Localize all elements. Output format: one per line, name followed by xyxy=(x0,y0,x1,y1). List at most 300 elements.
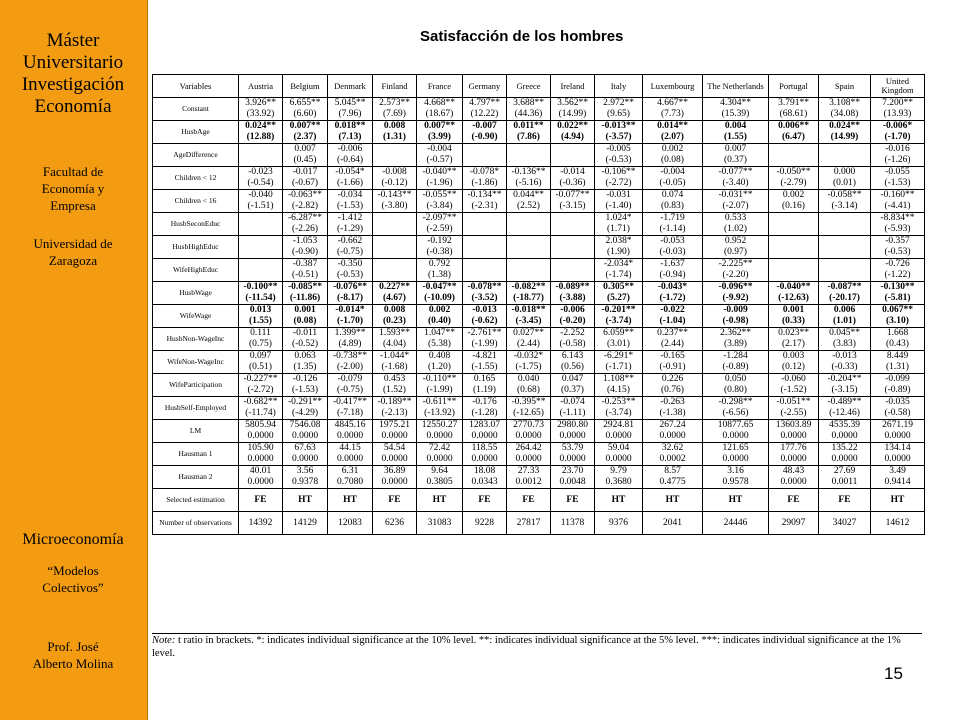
table-row xyxy=(153,144,925,156)
coefficient-cell: -2.097** xyxy=(417,213,463,225)
coefficient-cell: 135.22 xyxy=(819,443,871,455)
table-row xyxy=(153,155,925,167)
t-ratio-cell: (-1.66) xyxy=(328,178,373,190)
coefficient-cell: 32.62 xyxy=(643,443,703,455)
coefficient-cell: 0.227** xyxy=(373,282,417,294)
coefficient-cell: -1.053 xyxy=(283,236,328,248)
t-ratio-cell: (18.67) xyxy=(417,109,463,121)
row-label: Number of observations xyxy=(153,512,239,535)
column-header-country: Germany xyxy=(463,75,507,98)
coefficient-cell: -6.291* xyxy=(595,351,643,363)
t-ratio-cell: (-1.29) xyxy=(328,224,373,236)
t-ratio-cell: (-1.53) xyxy=(871,178,925,190)
column-header-country: France xyxy=(417,75,463,98)
t-ratio-cell: (-0.89) xyxy=(871,385,925,397)
coefficient-cell: 3.16 xyxy=(703,466,769,478)
column-header-country: Greece xyxy=(507,75,551,98)
t-ratio-cell: (-3.74) xyxy=(595,316,643,328)
coefficient-cell: 121.65 xyxy=(703,443,769,455)
t-ratio-cell: (-8.17) xyxy=(328,293,373,305)
course-subtitle-line: Colectivos” xyxy=(42,580,104,595)
coefficient-cell: 0.008 xyxy=(373,121,417,133)
coefficient-cell: 3.49 xyxy=(871,466,925,478)
t-ratio-cell: (-2.07) xyxy=(703,201,769,213)
coefficient-cell: 0.007** xyxy=(417,121,463,133)
coefficient-cell xyxy=(463,144,507,156)
t-ratio-cell: (-2.79) xyxy=(769,178,819,190)
column-header-country: Italy xyxy=(595,75,643,98)
coefficient-cell: 10877.65 xyxy=(703,420,769,432)
coefficient-cell: 2.038* xyxy=(595,236,643,248)
t-ratio-cell: (2.44) xyxy=(507,339,551,351)
coefficient-cell: 4.797** xyxy=(463,98,507,110)
coefficient-cell: 0.007 xyxy=(703,144,769,156)
t-ratio-cell: (-4.29) xyxy=(283,408,328,420)
t-ratio-cell: (-1.14) xyxy=(643,224,703,236)
t-ratio-cell: (-1.70) xyxy=(328,316,373,328)
column-header-country: Finland xyxy=(373,75,417,98)
table-row xyxy=(153,443,925,455)
coefficient-cell: 0.001 xyxy=(769,305,819,317)
t-ratio-cell: (-0.53) xyxy=(328,270,373,282)
table-row xyxy=(153,374,925,386)
t-ratio-cell: (-0.75) xyxy=(328,385,373,397)
coefficient-cell: -0.085** xyxy=(283,282,328,294)
coefficient-cell: -0.082** xyxy=(507,282,551,294)
column-header-country: Portugal xyxy=(769,75,819,98)
coefficient-cell: 0.045** xyxy=(819,328,871,340)
observations-cell: 9376 xyxy=(595,512,643,535)
t-ratio-cell: (-3.74) xyxy=(595,408,643,420)
coefficient-cell: 0.408 xyxy=(417,351,463,363)
selected-estimation-cell: FE xyxy=(507,489,551,512)
coefficient-cell: 0.001 xyxy=(283,305,328,317)
t-ratio-cell: 0.0000 xyxy=(595,431,643,443)
course-subtitle-line: “Modelos xyxy=(47,563,99,578)
t-ratio-cell: (-10.09) xyxy=(417,293,463,305)
t-ratio-cell: (-1.70) xyxy=(871,132,925,144)
row-label: Hausman 2 xyxy=(153,466,239,489)
t-ratio-cell: (-20.17) xyxy=(819,293,871,305)
t-ratio-cell xyxy=(373,224,417,236)
coefficient-cell: -0.051** xyxy=(769,397,819,409)
t-ratio-cell: (7.13) xyxy=(328,132,373,144)
row-label: Children < 12 xyxy=(153,167,239,190)
t-ratio-cell: (-2.72) xyxy=(239,385,283,397)
coefficient-cell: 6.059** xyxy=(595,328,643,340)
selected-estimation-cell: HT xyxy=(703,489,769,512)
table-row xyxy=(153,282,925,294)
t-ratio-cell: 0.0000 xyxy=(819,454,871,466)
t-ratio-cell: (0.16) xyxy=(769,201,819,213)
observations-cell: 24446 xyxy=(703,512,769,535)
t-ratio-cell: (44.36) xyxy=(507,109,551,121)
coefficient-cell: -0.165 xyxy=(643,351,703,363)
t-ratio-cell: (-1.11) xyxy=(551,408,595,420)
t-ratio-cell: 0.9414 xyxy=(871,477,925,489)
coefficient-cell xyxy=(769,236,819,248)
row-label: Children < 16 xyxy=(153,190,239,213)
column-header-country: Luxembourg xyxy=(643,75,703,98)
t-ratio-cell: (14.99) xyxy=(819,132,871,144)
coefficient-cell: -0.189** xyxy=(373,397,417,409)
table-row xyxy=(153,362,925,374)
coefficient-cell xyxy=(239,213,283,225)
t-ratio-cell: (-3.40) xyxy=(703,178,769,190)
coefficient-cell: 3.688** xyxy=(507,98,551,110)
coefficient-cell: -0.662 xyxy=(328,236,373,248)
coefficient-cell: 0.792 xyxy=(417,259,463,271)
t-ratio-cell: 0.0000 xyxy=(769,454,819,466)
t-ratio-cell: (-12.65) xyxy=(507,408,551,420)
t-ratio-cell xyxy=(819,224,871,236)
observations-cell: 6236 xyxy=(373,512,417,535)
coefficient-cell: -0.263 xyxy=(643,397,703,409)
coefficient-cell: -0.395** xyxy=(507,397,551,409)
t-ratio-cell xyxy=(551,224,595,236)
coefficient-cell: -0.298** xyxy=(703,397,769,409)
coefficient-cell: 1.399** xyxy=(328,328,373,340)
t-ratio-cell: (-0.03) xyxy=(643,247,703,259)
coefficient-cell xyxy=(373,213,417,225)
coefficient-cell: 4.668** xyxy=(417,98,463,110)
faculty-name-line: Facultad de xyxy=(42,164,104,179)
t-ratio-cell: (0.12) xyxy=(769,362,819,374)
coefficient-cell: 0.002 xyxy=(769,190,819,202)
t-ratio-cell: (-1.55) xyxy=(463,362,507,374)
coefficient-cell: 3.108** xyxy=(819,98,871,110)
coefficient-cell: 0.014** xyxy=(643,121,703,133)
program-title-line: Máster xyxy=(46,30,100,51)
coefficient-cell xyxy=(769,259,819,271)
course-subtitle xyxy=(0,562,146,596)
t-ratio-cell xyxy=(463,224,507,236)
coefficient-cell: -0.006 xyxy=(328,144,373,156)
t-ratio-cell: (12.22) xyxy=(463,109,507,121)
coefficient-cell: -0.004 xyxy=(417,144,463,156)
coefficient-cell: -0.611** xyxy=(417,397,463,409)
t-ratio-cell: (13.93) xyxy=(871,109,925,121)
coefficient-cell: -0.035 xyxy=(871,397,925,409)
coefficient-cell: -0.058** xyxy=(819,190,871,202)
coefficient-cell: 1.108** xyxy=(595,374,643,386)
t-ratio-cell: (-0.58) xyxy=(551,339,595,351)
t-ratio-cell: (-1.96) xyxy=(417,178,463,190)
coefficient-cell: 48.43 xyxy=(769,466,819,478)
row-label: LM xyxy=(153,420,239,443)
coefficient-cell: 0.024** xyxy=(819,121,871,133)
t-ratio-cell: (-0.53) xyxy=(595,155,643,167)
t-ratio-cell: (-3.88) xyxy=(551,293,595,305)
coefficient-cell: -0.160** xyxy=(871,190,925,202)
t-ratio-cell: (1.52) xyxy=(373,385,417,397)
t-ratio-cell: (-1.72) xyxy=(643,293,703,305)
selected-estimation-cell: HT xyxy=(328,489,373,512)
t-ratio-cell: (-3.80) xyxy=(373,201,417,213)
coefficient-cell: 6.31 xyxy=(328,466,373,478)
coefficient-cell: 0.067** xyxy=(871,305,925,317)
coefficient-cell: 0.011** xyxy=(507,121,551,133)
t-ratio-cell: 0.0000 xyxy=(239,454,283,466)
observations-cell: 9228 xyxy=(463,512,507,535)
coefficient-cell: -6.287** xyxy=(283,213,328,225)
t-ratio-cell: (7.69) xyxy=(373,109,417,121)
table-row xyxy=(153,454,925,466)
row-label: WifeNon-WageInc xyxy=(153,351,239,374)
observations-cell: 14129 xyxy=(283,512,328,535)
coefficient-cell: 0.952 xyxy=(703,236,769,248)
t-ratio-cell: (-2.26) xyxy=(283,224,328,236)
t-ratio-cell: (-13.92) xyxy=(417,408,463,420)
coefficient-cell: -0.040** xyxy=(769,282,819,294)
coefficient-cell: -0.009 xyxy=(703,305,769,317)
faculty-name-line: Economía y xyxy=(41,181,105,196)
coefficient-cell: 134.14 xyxy=(871,443,925,455)
table-row xyxy=(153,477,925,489)
coefficient-cell: -0.060 xyxy=(769,374,819,386)
t-ratio-cell: 0.0000 xyxy=(373,454,417,466)
t-ratio-cell: (3.89) xyxy=(703,339,769,351)
t-ratio-cell: 0.0000 xyxy=(819,431,871,443)
coefficient-cell: -0.078* xyxy=(463,167,507,179)
faculty-name xyxy=(0,163,146,214)
row-label: WifeHighEduc xyxy=(153,259,239,282)
coefficient-cell: -0.055 xyxy=(871,167,925,179)
coefficient-cell: -0.682** xyxy=(239,397,283,409)
coefficient-cell: 3.56 xyxy=(283,466,328,478)
t-ratio-cell: (0.43) xyxy=(871,339,925,351)
coefficient-cell: -0.055** xyxy=(417,190,463,202)
coefficient-cell: -0.079 xyxy=(328,374,373,386)
t-ratio-cell: 0.0000 xyxy=(373,431,417,443)
t-ratio-cell: (-0.64) xyxy=(328,155,373,167)
coefficient-cell: -0.201** xyxy=(595,305,643,317)
coefficient-cell xyxy=(463,259,507,271)
table-row xyxy=(153,178,925,190)
coefficient-cell xyxy=(551,213,595,225)
coefficient-cell: -0.016 xyxy=(871,144,925,156)
coefficient-cell: 0.007** xyxy=(283,121,328,133)
t-ratio-cell: (-2.72) xyxy=(595,178,643,190)
table-row xyxy=(153,109,925,121)
t-ratio-cell: (-1.51) xyxy=(239,201,283,213)
t-ratio-cell: 0.0000 xyxy=(463,431,507,443)
coefficient-cell: 36.89 xyxy=(373,466,417,478)
t-ratio-cell: (-1.53) xyxy=(283,385,328,397)
row-label: HusbWage xyxy=(153,282,239,305)
coefficient-cell: -0.006 xyxy=(551,305,595,317)
program-title-line: Economía xyxy=(34,96,112,117)
coefficient-cell: -0.017 xyxy=(283,167,328,179)
coefficient-cell: 0.237** xyxy=(643,328,703,340)
t-ratio-cell: 0.0000 xyxy=(595,454,643,466)
coefficient-cell: -0.192 xyxy=(417,236,463,248)
coefficient-cell: 0.533 xyxy=(703,213,769,225)
coefficient-cell: 1975.21 xyxy=(373,420,417,432)
coefficient-cell: -1.637 xyxy=(643,259,703,271)
t-ratio-cell: (6.47) xyxy=(769,132,819,144)
table-row xyxy=(153,328,925,340)
coefficient-cell: -0.076** xyxy=(328,282,373,294)
t-ratio-cell: (-0.36) xyxy=(551,178,595,190)
coefficient-cell: -0.176 xyxy=(463,397,507,409)
coefficient-cell: 3.562** xyxy=(551,98,595,110)
row-label: Hausman 1 xyxy=(153,443,239,466)
coefficient-cell: -0.023 xyxy=(239,167,283,179)
observations-cell: 31083 xyxy=(417,512,463,535)
t-ratio-cell: 0.0000 xyxy=(507,454,551,466)
t-ratio-cell: (0.75) xyxy=(239,339,283,351)
t-ratio-cell: (-11.86) xyxy=(283,293,328,305)
t-ratio-cell: 0.0000 xyxy=(417,454,463,466)
coefficient-cell: 2.362** xyxy=(703,328,769,340)
coefficient-cell: 13603.89 xyxy=(769,420,819,432)
observations-cell: 29097 xyxy=(769,512,819,535)
t-ratio-cell xyxy=(819,270,871,282)
coefficient-cell: 0.007 xyxy=(283,144,328,156)
t-ratio-cell: (-3.52) xyxy=(463,293,507,305)
coefficient-cell: -0.077** xyxy=(703,167,769,179)
t-ratio-cell: (1.55) xyxy=(703,132,769,144)
t-ratio-cell: (-1.40) xyxy=(595,201,643,213)
t-ratio-cell: (-3.84) xyxy=(417,201,463,213)
coefficient-cell xyxy=(819,236,871,248)
observations-cell: 14392 xyxy=(239,512,283,535)
t-ratio-cell: (0.68) xyxy=(507,385,551,397)
row-label: HusbHighEduc xyxy=(153,236,239,259)
t-ratio-cell xyxy=(819,155,871,167)
selected-estimation-cell: FE xyxy=(239,489,283,512)
coefficient-cell: -0.134** xyxy=(463,190,507,202)
t-ratio-cell: (0.01) xyxy=(819,178,871,190)
t-ratio-cell xyxy=(507,155,551,167)
coefficient-cell: 0.044** xyxy=(507,190,551,202)
table-row xyxy=(153,190,925,202)
coefficient-cell: 264.42 xyxy=(507,443,551,455)
t-ratio-cell: (1.01) xyxy=(819,316,871,328)
t-ratio-cell xyxy=(239,224,283,236)
program-title xyxy=(0,30,146,118)
coefficient-cell: -2.761** xyxy=(463,328,507,340)
row-label: HusbSelf-Employed xyxy=(153,397,239,420)
t-ratio-cell: (2.52) xyxy=(507,201,551,213)
t-ratio-cell: (-2.20) xyxy=(703,270,769,282)
coefficient-cell: -2.034* xyxy=(595,259,643,271)
table-row xyxy=(153,167,925,179)
coefficient-cell: -0.053 xyxy=(643,236,703,248)
observations-cell: 11378 xyxy=(551,512,595,535)
t-ratio-cell: (1.35) xyxy=(283,362,328,374)
row-label: HusbSeconEduc xyxy=(153,213,239,236)
coefficient-cell: 8.57 xyxy=(643,466,703,478)
t-ratio-cell: (9.65) xyxy=(595,109,643,121)
table-header-row xyxy=(153,75,925,98)
coefficient-cell: -0.074 xyxy=(551,397,595,409)
table-note xyxy=(152,633,922,660)
coefficient-cell: -0.005 xyxy=(595,144,643,156)
t-ratio-cell: (0.37) xyxy=(551,385,595,397)
coefficient-cell: 1283.07 xyxy=(463,420,507,432)
t-ratio-cell: (-11.74) xyxy=(239,408,283,420)
observations-cell: 34027 xyxy=(819,512,871,535)
t-ratio-cell xyxy=(463,155,507,167)
t-ratio-cell: (3.01) xyxy=(595,339,643,351)
t-ratio-cell: (-12.46) xyxy=(819,408,871,420)
t-ratio-cell: (-0.12) xyxy=(373,178,417,190)
table-row xyxy=(153,236,925,248)
row-label: HusbAge xyxy=(153,121,239,144)
t-ratio-cell: (0.40) xyxy=(417,316,463,328)
coefficient-cell xyxy=(373,144,417,156)
coefficient-cell: -0.136** xyxy=(507,167,551,179)
coefficient-cell: 6.143 xyxy=(551,351,595,363)
t-ratio-cell: (-0.33) xyxy=(819,362,871,374)
coefficient-cell: -0.031** xyxy=(703,190,769,202)
coefficient-cell: -0.291** xyxy=(283,397,328,409)
t-ratio-cell xyxy=(373,155,417,167)
coefficient-cell: -0.126 xyxy=(283,374,328,386)
t-ratio-cell: 0.9378 xyxy=(283,477,328,489)
coefficient-cell: 9.64 xyxy=(417,466,463,478)
coefficient-cell: -0.143** xyxy=(373,190,417,202)
t-ratio-cell: (-1.26) xyxy=(871,155,925,167)
coefficient-cell: 0.165 xyxy=(463,374,507,386)
t-ratio-cell xyxy=(507,270,551,282)
table-row xyxy=(153,351,925,363)
t-ratio-cell: (2.44) xyxy=(643,339,703,351)
t-ratio-cell: 0.0000 xyxy=(239,477,283,489)
t-ratio-cell: (-5.93) xyxy=(871,224,925,236)
t-ratio-cell: (-3.57) xyxy=(595,132,643,144)
column-header-country: The Netherlands xyxy=(703,75,769,98)
t-ratio-cell: (-2.82) xyxy=(283,201,328,213)
t-ratio-cell: (0.37) xyxy=(703,155,769,167)
slide-title: Satisfacción de los hombres xyxy=(420,28,624,45)
t-ratio-cell: 0.0000 xyxy=(703,454,769,466)
t-ratio-cell: (-1.99) xyxy=(463,339,507,351)
t-ratio-cell: (-3.45) xyxy=(507,316,551,328)
coefficient-cell: -0.040** xyxy=(417,167,463,179)
t-ratio-cell: (3.99) xyxy=(417,132,463,144)
t-ratio-cell: (-1.99) xyxy=(417,385,463,397)
t-ratio-cell xyxy=(463,247,507,259)
t-ratio-cell xyxy=(373,247,417,259)
t-ratio-cell: (-2.31) xyxy=(463,201,507,213)
table-row xyxy=(153,305,925,317)
coefficient-cell: -0.130** xyxy=(871,282,925,294)
coefficient-cell: 4845.16 xyxy=(328,420,373,432)
column-header-variables: Variables xyxy=(153,75,239,98)
coefficient-cell: 44.15 xyxy=(328,443,373,455)
coefficient-cell: 0.023** xyxy=(769,328,819,340)
t-ratio-cell: 0.0000 xyxy=(283,431,328,443)
t-ratio-cell: (4.67) xyxy=(373,293,417,305)
observations-cell: 2041 xyxy=(643,512,703,535)
t-ratio-cell: (-1.71) xyxy=(595,362,643,374)
coefficient-cell xyxy=(819,144,871,156)
selected-estimation-cell: FE xyxy=(769,489,819,512)
t-ratio-cell: (-2.59) xyxy=(417,224,463,236)
row-label: Selected estimation xyxy=(153,489,239,512)
t-ratio-cell: (1.31) xyxy=(871,362,925,374)
t-ratio-cell: (-5.81) xyxy=(871,293,925,305)
t-ratio-cell: (-0.57) xyxy=(417,155,463,167)
t-ratio-cell xyxy=(769,155,819,167)
coefficient-cell xyxy=(819,213,871,225)
university-name xyxy=(0,235,146,269)
note-prefix: Note: xyxy=(152,635,176,646)
t-ratio-cell: (15.39) xyxy=(703,109,769,121)
